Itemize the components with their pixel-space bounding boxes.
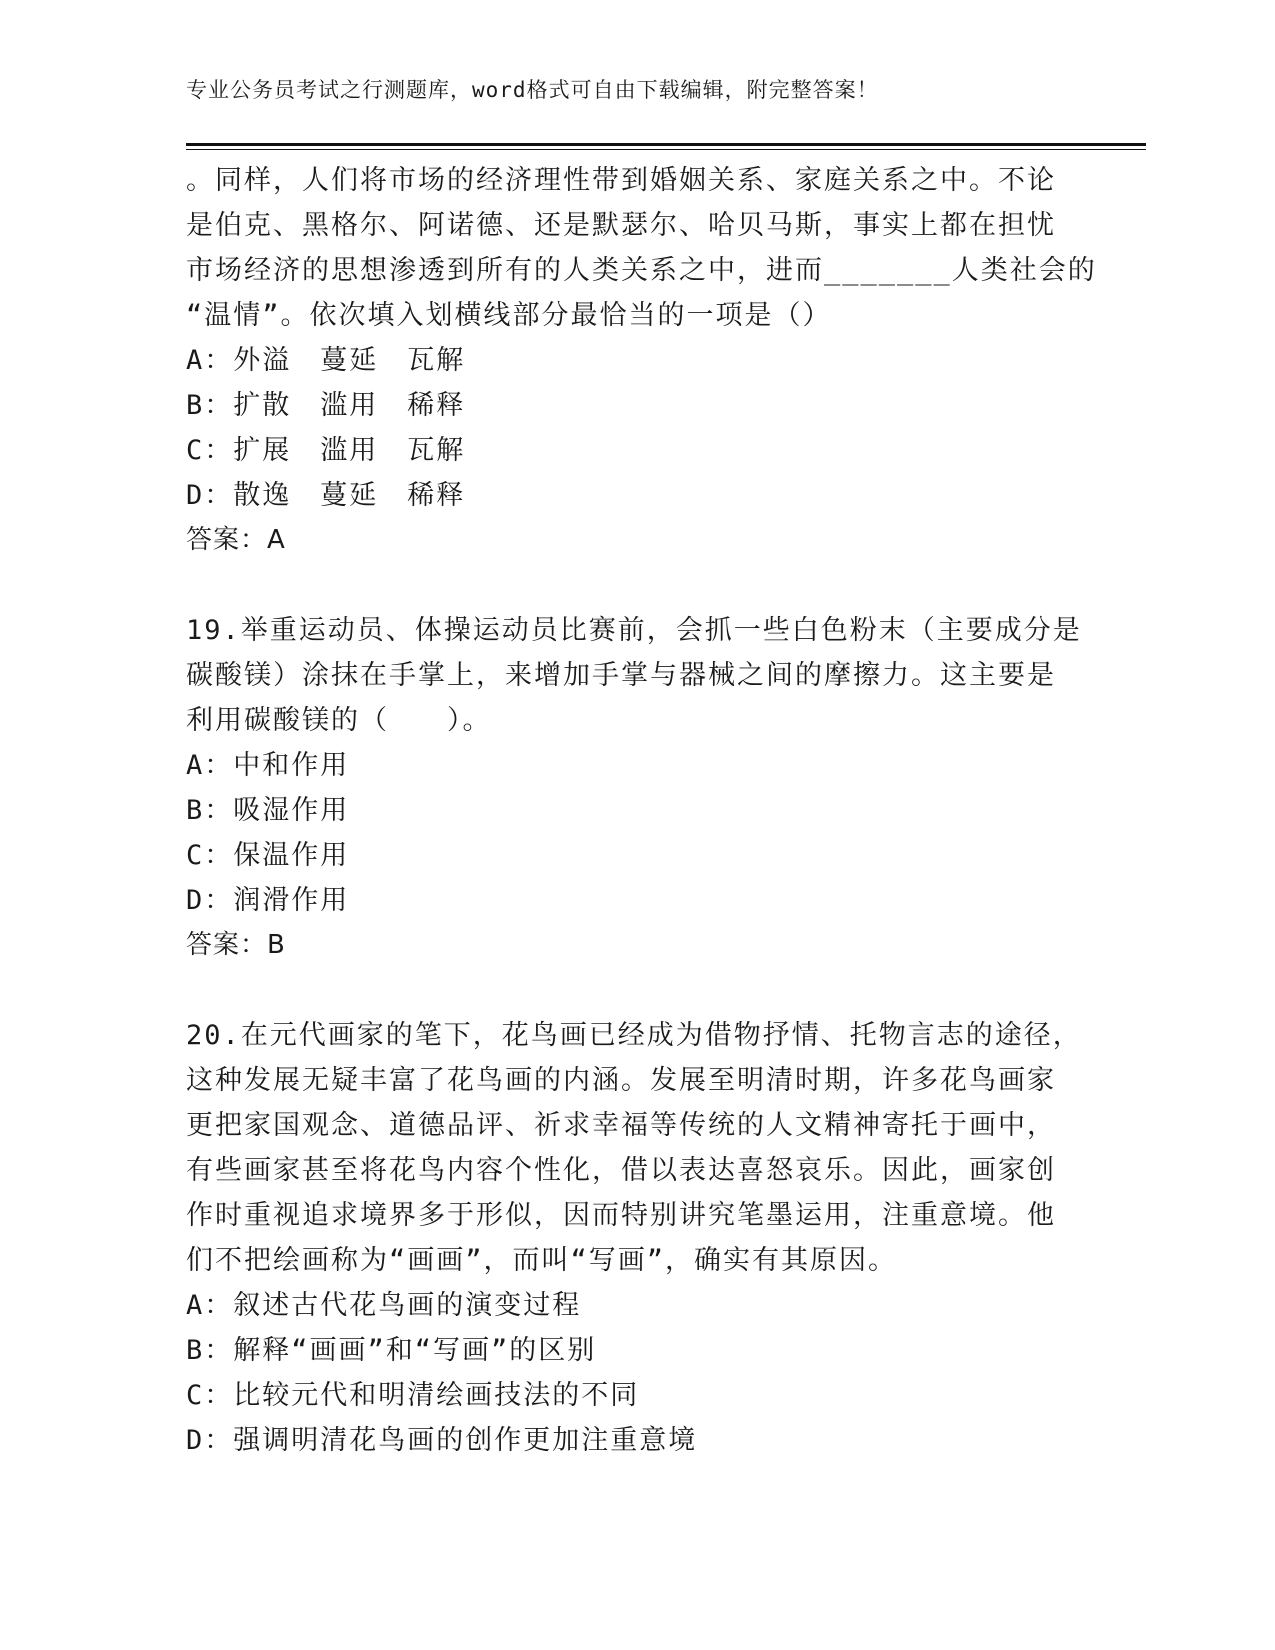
option-a: A：外溢 蔓延 瓦解 <box>186 345 466 376</box>
option-a: A：中和作用 <box>186 750 350 781</box>
header-rule-thin <box>186 149 1146 150</box>
spacer <box>186 563 1086 608</box>
option-b: B：吸湿作用 <box>186 795 350 826</box>
question-text-line: 碳酸镁）涂抹在手掌上，来增加手掌与器械之间的摩擦力。这主要是 <box>186 660 1056 691</box>
question-text-line: “温情”。依次填入划横线部分最恰当的一项是（） <box>186 300 832 331</box>
question-text-line: 是伯克、黑格尔、阿诺德、还是默瑟尔、哈贝马斯，事实上都在担忧 <box>186 210 1056 241</box>
answer-line: 答案：B <box>186 930 286 960</box>
question-text-line: 作时重视追求境界多于形似，因而特别讲究笔墨运用，注重意境。他 <box>186 1200 1056 1231</box>
option-d: D：强调明清花鸟画的创作更加注重意境 <box>186 1425 698 1456</box>
page-header: 专业公务员考试之行测题库，word格式可自由下载编辑，附完整答案！ <box>186 78 879 102</box>
option-c: C：保温作用 <box>186 840 350 871</box>
option-c: C：扩展 滥用 瓦解 <box>186 435 466 466</box>
option-d: D：润滑作用 <box>186 885 350 916</box>
option-b: B：解释“画画”和“写画”的区别 <box>186 1335 597 1366</box>
question-text-line: 。同样，人们将市场的经济理性带到婚姻关系、家庭关系之中。不论 <box>186 165 1056 196</box>
option-a: A：叙述古代花鸟画的演变过程 <box>186 1290 582 1321</box>
question-20 <box>186 1013 1086 1463</box>
question-text-line: 有些画家甚至将花鸟内容个性化，借以表达喜怒哀乐。因此，画家创 <box>186 1155 1056 1186</box>
question-text-line: 们不把绘画称为“画画”，而叫“写画”，确实有其原因。 <box>186 1245 898 1276</box>
question-text-line: 利用碳酸镁的（ ）。 <box>186 705 492 736</box>
option-c: C：比较元代和明清绘画技法的不同 <box>186 1380 640 1411</box>
question-text-line: 19.举重运动员、体操运动员比赛前，会抓一些白色粉末（主要成分是 <box>186 615 1082 646</box>
question-text-line: 市场经济的思想渗透到所有的人类关系之中，进而_______人类社会的 <box>186 255 1097 286</box>
question-content <box>186 158 1097 1463</box>
question-18 <box>186 158 1097 563</box>
question-text-line: 这种发展无疑丰富了花鸟画的内涵。发展至明清时期，许多花鸟画家 <box>186 1065 1056 1096</box>
question-text-line: 更把家国观念、道德品评、祈求幸福等传统的人文精神寄托于画中， <box>186 1110 1056 1141</box>
question-text-line: 20.在元代画家的笔下，花鸟画已经成为借物抒情、托物言志的途径， <box>186 1020 1082 1051</box>
spacer <box>186 968 1086 1013</box>
question-19 <box>186 608 1086 968</box>
option-b: B：扩散 滥用 稀释 <box>186 390 466 421</box>
header-rule-thick <box>186 143 1146 146</box>
answer-line: 答案：A <box>186 525 286 555</box>
option-d: D：散逸 蔓延 稀释 <box>186 480 466 511</box>
